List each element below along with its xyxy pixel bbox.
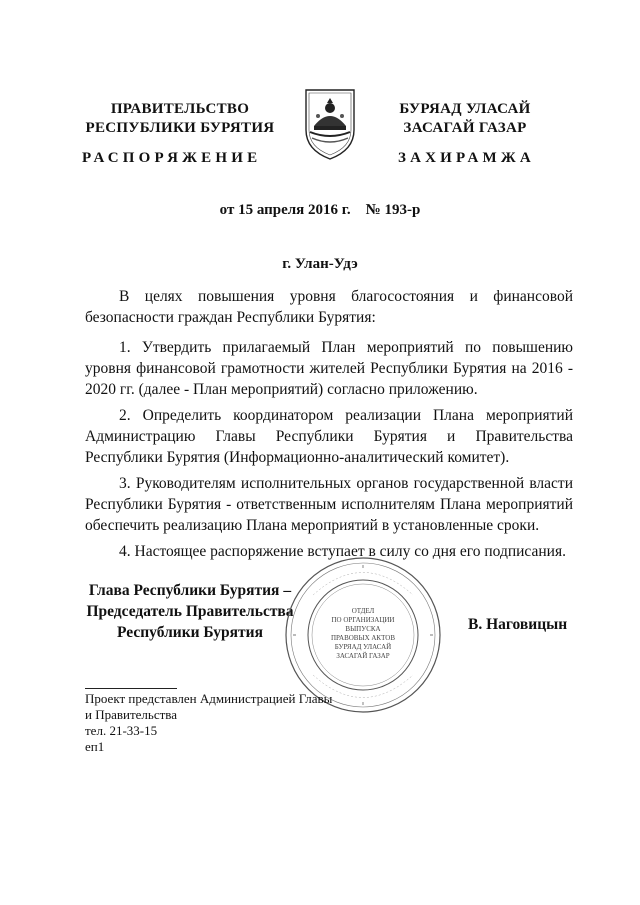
- stamp-line-3: ВЫПУСКА: [345, 625, 381, 633]
- footer-block: [85, 691, 365, 755]
- doc-type-left: РАСПОРЯЖЕНИЕ: [82, 150, 262, 166]
- header-left-line1: ПРАВИТЕЛЬСТВО: [110, 101, 250, 117]
- doc-type-right: ЗАХИРАМЖА: [398, 150, 535, 166]
- item-text-4: 4. Настоящее распоряжение вступает в силу со дня его подписания.: [119, 543, 566, 560]
- signatory-name: В. Наговицын: [468, 616, 568, 633]
- preamble-text: В целях повышения уровня благосостояния и финансовой безопасности граждан Республики Бурятия:: [85, 288, 573, 326]
- stamp-line-5: БУРЯАД УЛАСАЙ: [334, 643, 392, 651]
- stamp-line-1: ОТДЕЛ: [351, 607, 375, 615]
- item-text-2: 2. Определить координатором реализации Плана мероприятий Администрацию Главы Республики Бурятия и Правительства Республики Бурятия (Информационно-аналитический комитет).: [85, 407, 573, 466]
- item-paragraph-3: [85, 473, 573, 536]
- stamp-line-6: ЗАСАГАЙ ГАЗАР: [336, 652, 390, 660]
- stamp-line-2: ПО ОРГАНИЗАЦИИ: [331, 616, 395, 624]
- item-text-1: 1. Утвердить прилагаемый План мероприятий по повышению уровня финансовой грамотности жителей Республики Бурятия на 2016 - 2020 гг. (далее - План мероприятий) согласно приложению.: [85, 339, 573, 398]
- footer-line2: и Правительства: [85, 707, 178, 722]
- header-right-block: [370, 100, 560, 138]
- footer-divider: [85, 688, 177, 689]
- header-right-line1: БУРЯАД УЛАСАЙ: [399, 101, 531, 117]
- buryatia-coat-of-arms-icon: [300, 86, 360, 162]
- header-left-line2: РЕСПУБЛИКИ БУРЯТИЯ: [85, 120, 275, 136]
- item-text-3: 3. Руководителям исполнительных органов государственной власти Республики Бурятия - ответственным исполнителям Плана мероприятий обеспечить реализацию Плана мероприятий в установленные сроки.: [85, 475, 573, 534]
- stamp-line-4: ПРАВОВЫХ АКТОВ: [330, 634, 396, 642]
- footer-line3: тел. 21-33-15: [85, 723, 158, 738]
- item-paragraph-1: [85, 337, 573, 400]
- header-left-block: [80, 100, 280, 138]
- signatory-title-line3: Республики Бурятия: [117, 624, 263, 641]
- date-number-line: от 15 апреля 2016 г. № 193-р: [219, 202, 421, 218]
- footer-line1: Проект представлен Администрацией Главы: [85, 691, 333, 706]
- signatory-title-line1: Глава Республики Бурятия –: [88, 582, 292, 599]
- signatory-title-line2: Председатель Правительства: [86, 603, 294, 620]
- header-right-line2: ЗАСАГАЙ ГАЗАР: [403, 120, 527, 136]
- preamble-paragraph: [85, 286, 573, 328]
- footer-line4: еп1: [85, 739, 105, 754]
- item-paragraph-2: [85, 405, 573, 468]
- city-line: г. Улан-Удэ: [282, 256, 358, 272]
- signatory-title: [80, 580, 300, 643]
